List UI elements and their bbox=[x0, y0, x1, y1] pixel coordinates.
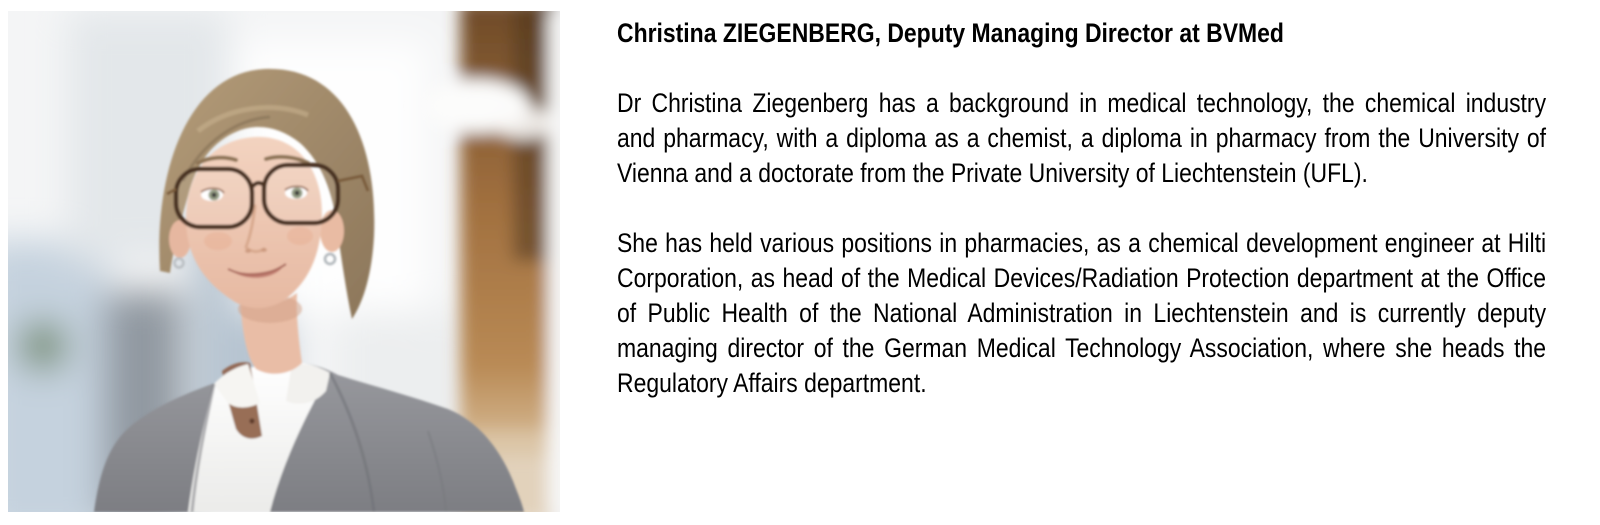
bio-paragraph-1: Dr Christina Ziegenberg has a background in medical technology, the chemical industry and pharmacy, with a diploma as a chemist, a diploma in pharmacy from the University of Vienna and a doctorate from the Private University of Liechtenstein (UFL). bbox=[617, 88, 1547, 188]
bio-heading: Christina ZIEGENBERG, Deputy Managing Director at BVMed bbox=[617, 18, 1284, 48]
bio-text-block bbox=[617, 16, 1546, 436]
bio-paragraph-2: She has held various positions in pharmacies, as a chemical development engineer at Hilti Corporation, as head of the Medical Devices/Radiation Protection department at the Office of Public Health of the National Administration in Liechtenstein and is currently deputy managing director of the German Medical Technology Association, where she heads the Regulatory Affairs department. bbox=[617, 228, 1547, 398]
portrait-photo bbox=[8, 11, 560, 512]
portrait-illustration bbox=[8, 11, 560, 512]
